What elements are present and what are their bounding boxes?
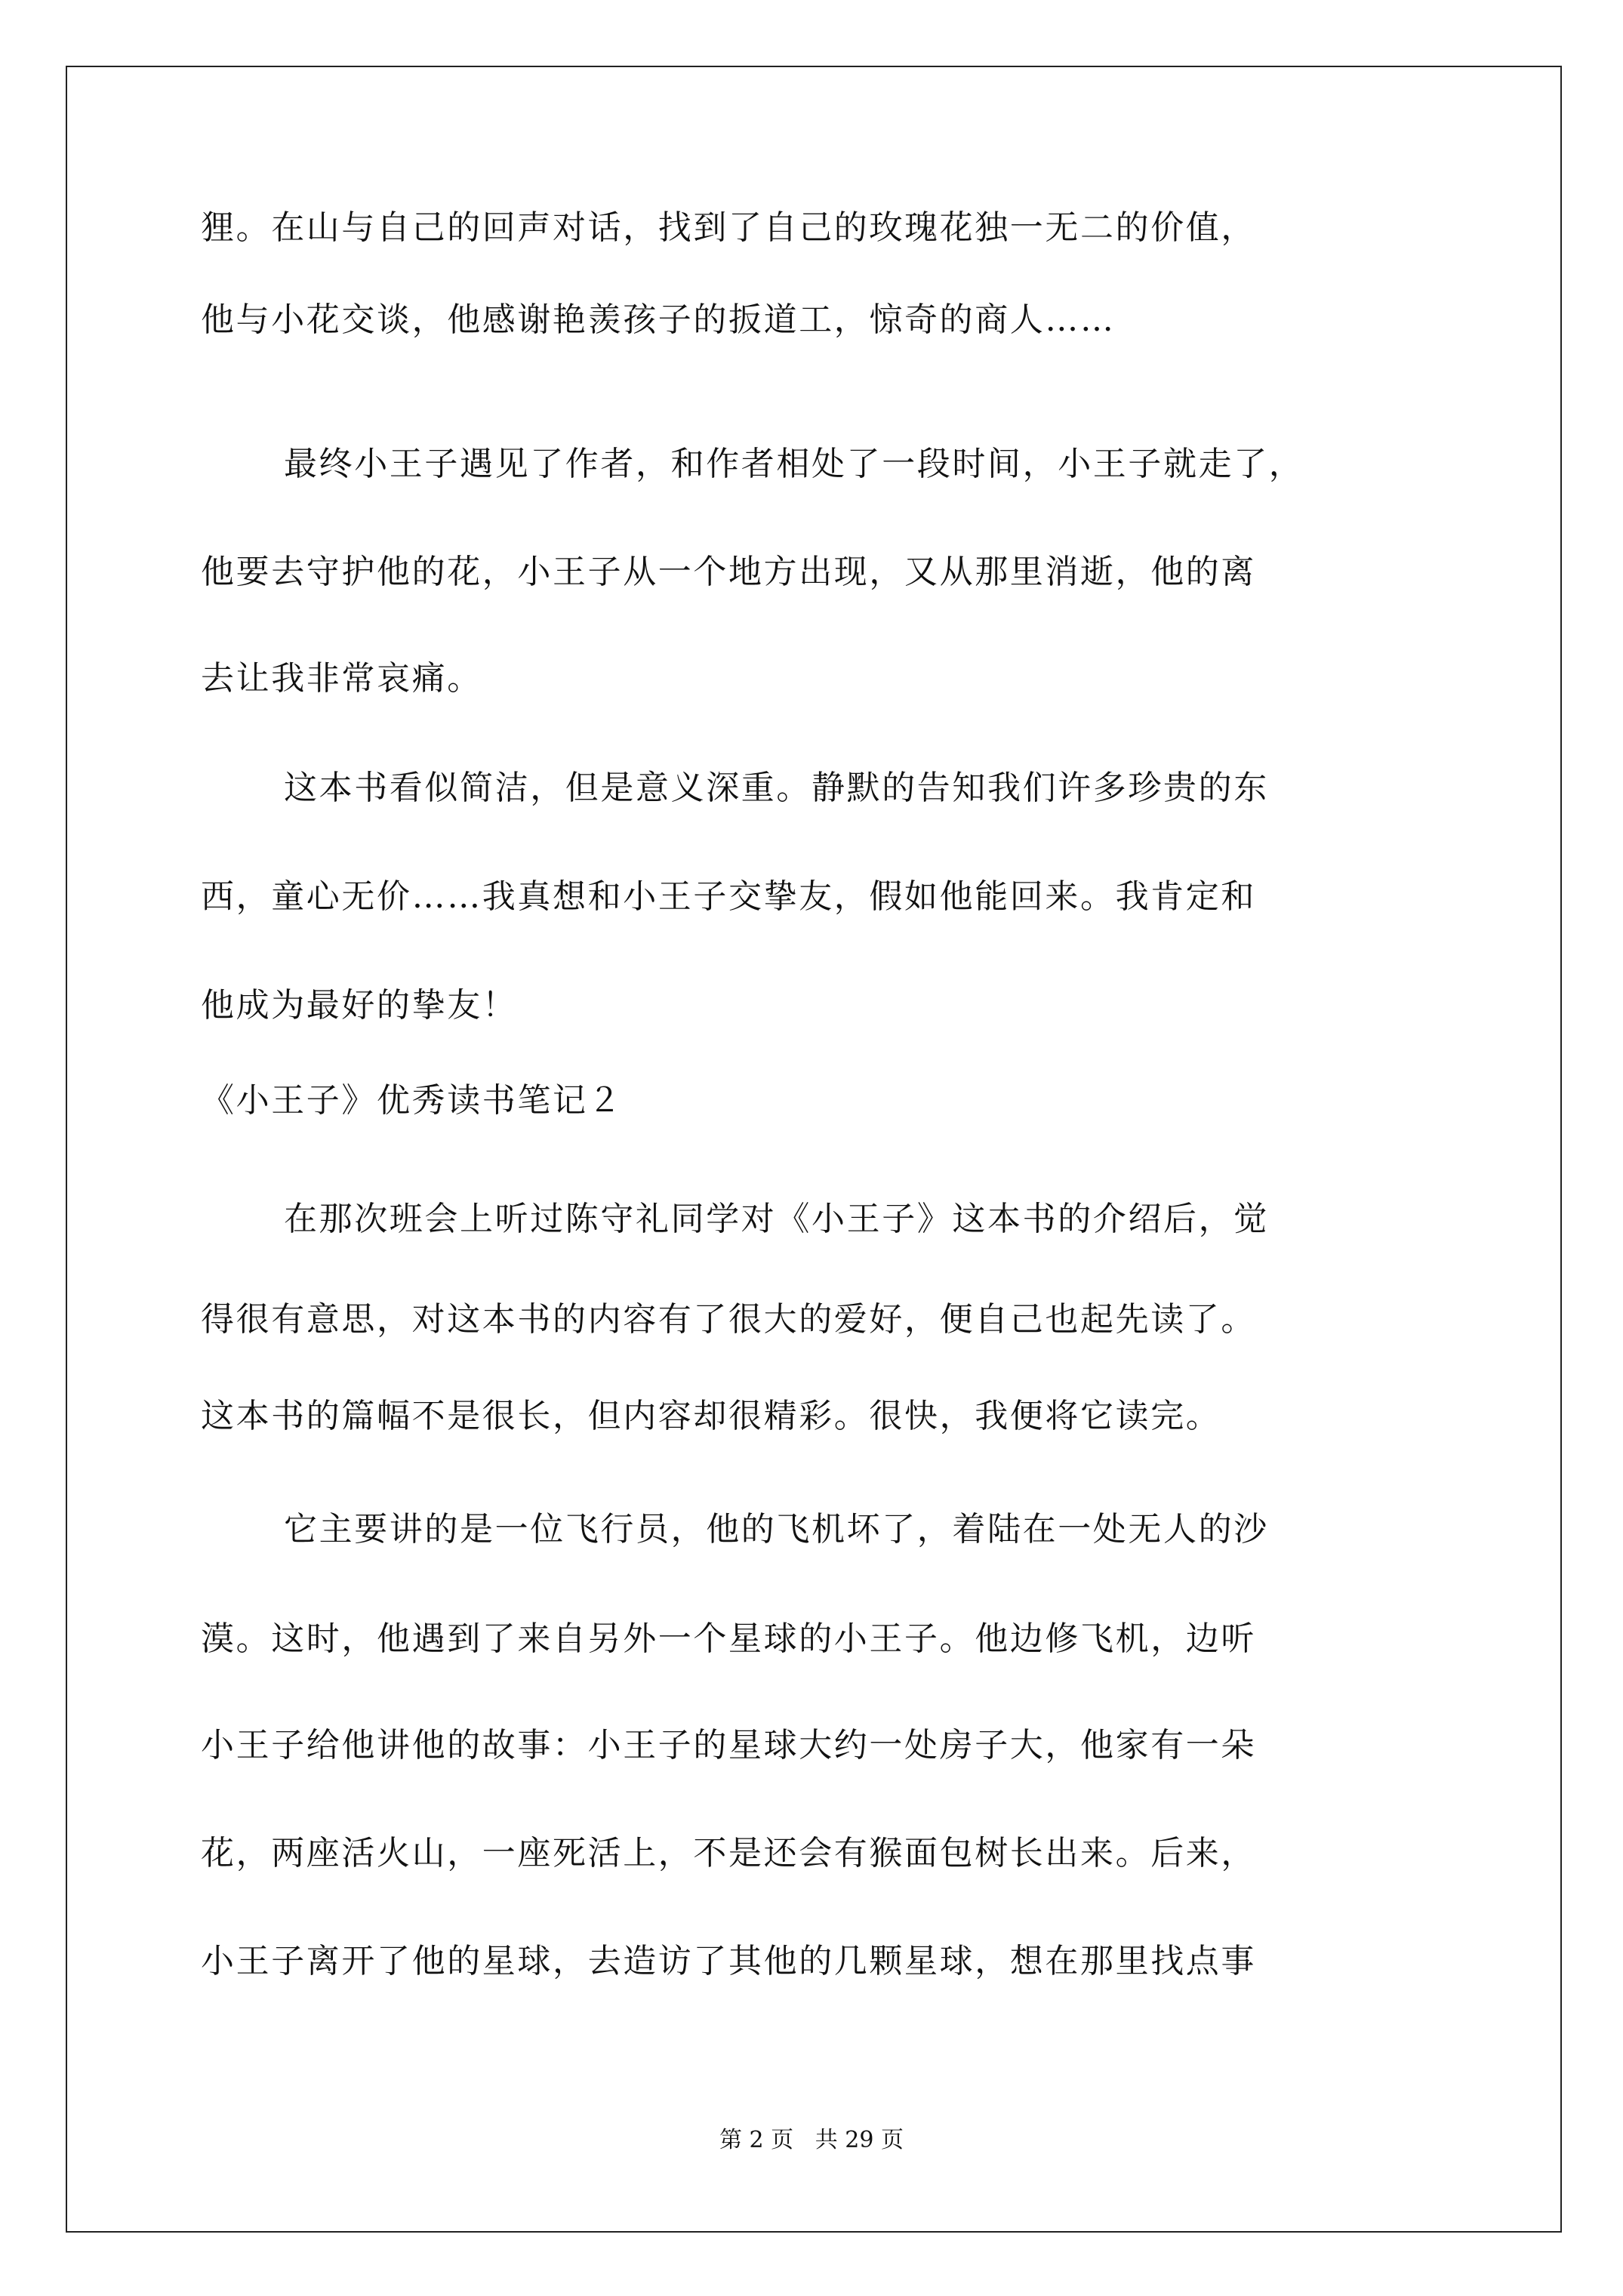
paragraph-start-line: 它主要讲的是一位飞行员，他的飞机坏了，着陆在一处无人的沙 [284, 1510, 1269, 1549]
body-line: 他与小花交谈，他感谢艳羡孩子的扳道工，惊奇的商人…… [201, 300, 1116, 339]
body-line: 西，童心无价……我真想和小王子交挚友，假如他能回来。我肯定和 [201, 877, 1256, 916]
paragraph-start-line: 这本书看似简洁，但是意义深重。静默的告知我们许多珍贵的东 [284, 769, 1269, 807]
body-line: 他成为最好的挚友！ [201, 986, 518, 1025]
section-heading: 《小王子》优秀读书笔记２ [201, 1081, 624, 1120]
paragraph-start-line: 最终小王子遇见了作者，和作者相处了一段时间，小王子就走了， [284, 445, 1304, 483]
page-number-footer: 第 2 页 共 29 页 [719, 2127, 904, 2153]
paragraph-start-line: 在那次班会上听过陈守礼同学对《小王子》这本书的介绍后，觉 [284, 1200, 1269, 1238]
body-line: 漠。这时，他遇到了来自另外一个星球的小王子。他边修飞机，边听 [201, 1620, 1256, 1658]
body-line: 花，两座活火山，一座死活上，不是还会有猴面包树长出来。后来， [201, 1834, 1256, 1872]
page-border [66, 66, 1562, 2233]
body-line: 狸。在山与自己的回声对话，找到了自己的玫瑰花独一无二的价值， [201, 208, 1256, 247]
body-line: 得很有意思，对这本书的内容有了很大的爱好，便自己也起先读了。 [201, 1300, 1256, 1339]
body-line: 去让我非常哀痛。 [201, 659, 482, 698]
body-line: 小王子离开了他的星球，去造访了其他的几颗星球，想在那里找点事 [201, 1942, 1256, 1980]
body-line: 这本书的篇幅不是很长，但内容却很精彩。很快，我便将它读完。 [201, 1397, 1221, 1435]
body-line: 他要去守护他的花，小王子从一个地方出现，又从那里消逝，他的离 [201, 553, 1256, 591]
body-line: 小王子给他讲他的故事：小王子的星球大约一处房子大，他家有一朵 [201, 1726, 1256, 1764]
